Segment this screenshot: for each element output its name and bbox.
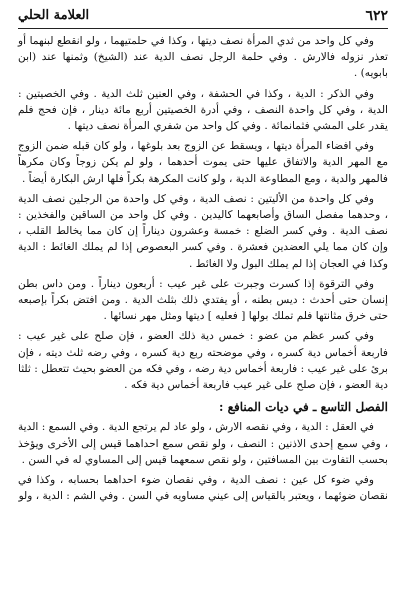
paragraph: وفي كل واحدة من الأليتين : نصف الدية ، وفي كل واحدة من الرجلين نصف الدية ، وحدهما مفصل الساق وأصابعهما كاليدين . وفي كل واحد من الساقين والفخذين : نصف الدية . وفي كسر الضلع : خمسة وعشرون ديناراً إن كان مما يخالط القلب ، وإن كان مما يلي العضدين فعشرة . وفي كسر البعصوص إذا لم يملك الغائط : الدية وكذا في العجان إذا لم يملك البول ولا الغائط .	[18, 192, 388, 270]
page-body	[18, 33, 388, 508]
running-title: العلامة الحلي	[18, 8, 90, 23]
section-title: الفصل التاسع ـ في ديات المنافع :	[219, 400, 388, 415]
paragraph: وفي كل واحد من ثدي المرأة نصف ديتها ، وكذا في حلمتيهما ، ولو انقطع لبنهما أو تعذر نزوله فالارش . وفي حلمة الرجل نصف الدية عند (الشيخ) وثمنها عند (ابن بابويه) .	[18, 35, 388, 80]
paragraph: وفي الذكر : الدية ، وكذا في الحشفة ، وفي العنين ثلث الدية . وفي الخصيتين : الدية ، وفي كل واحدة النصف ، وفي أدرة الخصيتين أربع مائة دينار ، فإن فحج فلم يقدر على المشي فثمانمائة . وفي كل واحد من شفري المرأة نصف ديتها .	[18, 87, 388, 133]
page-header	[18, 6, 388, 28]
paragraph: في العقل : الدية ، وفي نقصه الارش ، ولو عاد لم يرتجع الدية . وفي السمع : الدية ، وفي سمع إحدى الاذنين : النصف ، ولو نقص سمع احداهما قيس إلى الأخرى ويؤخذ بحسب التفاوت بين المسافتين ، ولو نقص سمعهما قيس إلى المساوي له في السن .	[18, 421, 388, 466]
header-rule	[18, 28, 388, 29]
paragraph: وفي كسر عظم من عضو : خمس دية ذلك العضو ، فإن صلح على غير عيب : فاربعة أخماس دية كسره ، وفي موضحته ربع دية كسره ، وفي رضه ثلث ديته ، فإن برئ على غير عيب : فاربعة أخماس دية رضه ، وفي فكه من العضو بحيث تتعطل : ثلثا دية العضو ، فإن صلح على غير عيب فاربعة أخماس دية فكه .	[18, 330, 388, 392]
page-number: ٦٢٢	[365, 8, 388, 24]
paragraph: وفي افضاء المرأة ديتها ، ويسقط عن الزوج بعد بلوغها ، ولو كان قبله ضمن الزوج مع المهر الدية والاتفاق عليها حتى يموت أحدهما ، ولو لم يكن زوجاً وكان مكرهاً فالمهر والدية ، ومع المطاوعة الدية ، ولو كانت المكرهة بكراً فلها ارش البكارة أيضاً .	[18, 140, 388, 185]
paragraph: وفي الترقوة إذا كسرت وجبرت على غير عيب : أربعون ديناراً . ومن داس بطن إنسان حتى أحدث : ديس بطنه ، أو يفتدي ذلك بثلث الدية . ومن افتض بكراً بإصبعه حتى خرق مثانتها فلم تملك بولها [ فعليه ] ديتها ومثل مهر نسائها .	[18, 277, 388, 323]
paragraph: وفي ضوء كل عين : نصف الدية ، وفي نقصان ضوء احداهما بحسابه ، وكذا في نقصان ضوئهما ، ويعتبر بالقياس إلى عيني مساويه في السن . وفي الشم : الدية ، ولو	[18, 474, 388, 503]
